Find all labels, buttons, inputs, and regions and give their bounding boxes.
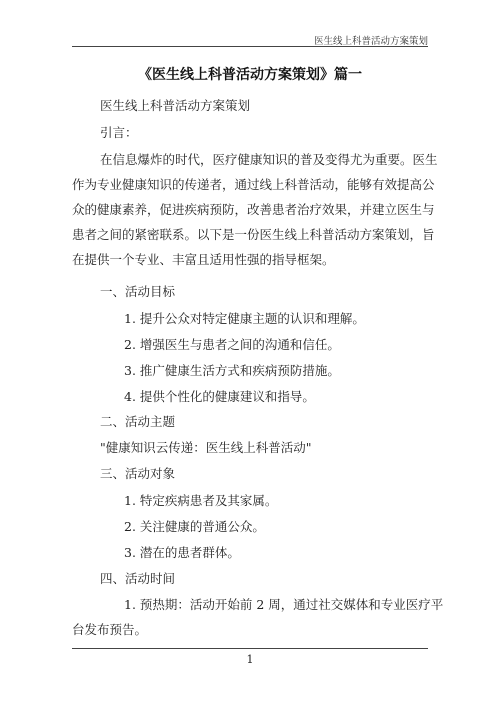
section-heading-goals: 一、活动目标 [100,284,176,299]
section-heading-time: 四、活动时间 [100,571,176,586]
document-subtitle: 医生线上科普活动方案策划 [100,98,251,113]
header-divider [72,46,428,47]
time-item-1 [72,597,444,647]
theme-text: "健康知识云传递：医生线上科普活动" [100,440,312,455]
audience-item-3: 3. 潜在的患者群体。 [124,545,240,560]
document-title: 《医生线上科普活动方案策划》篇一 [138,67,362,83]
intro-line-1: 在信息爆炸的时代，医疗健康知识的普及变得尤为重要。医生 [100,152,438,167]
intro-line-2: 作为专业健康知识的传递者，通过线上科普活动，能够有效提高公 [72,177,435,192]
intro-label: 引言： [100,125,138,140]
section-heading-audience: 三、活动对象 [100,466,176,481]
intro-paragraph [72,152,438,277]
audience-item-2: 2. 关注健康的普通公众。 [124,519,265,534]
intro-line-4: 患者之间的紧密联系。以下是一份医生线上科普活动方案策划，旨 [72,227,435,242]
page-number: 1 [246,653,254,666]
intro-line-5: 在提供一个专业、丰富且适用性强的指导框架。 [72,252,335,267]
time-item-1-line-2: 台发布预告。 [72,622,148,637]
goal-item-2: 2. 增强医生与患者之间的沟通和信任。 [124,337,340,352]
running-header: 医生线上科普活动方案策划 [313,36,428,47]
footer-divider [72,648,428,649]
goal-item-3: 3. 推广健康生活方式和疾病预防措施。 [124,363,340,378]
goal-item-4: 4. 提供个性化的健康建议和指导。 [124,389,315,404]
audience-item-1: 1. 特定疾病患者及其家属。 [124,493,278,508]
time-item-1-line-1: 1. 预热期：活动开始前 2 周，通过社交媒体和专业医疗平 [124,597,444,612]
goal-item-1: 1. 提升公众对特定健康主题的认识和理解。 [124,311,365,326]
intro-line-3: 众的健康素养，促进疾病预防，改善患者治疗效果，并建立医生与 [72,202,435,217]
section-heading-theme: 二、活动主题 [100,414,176,429]
